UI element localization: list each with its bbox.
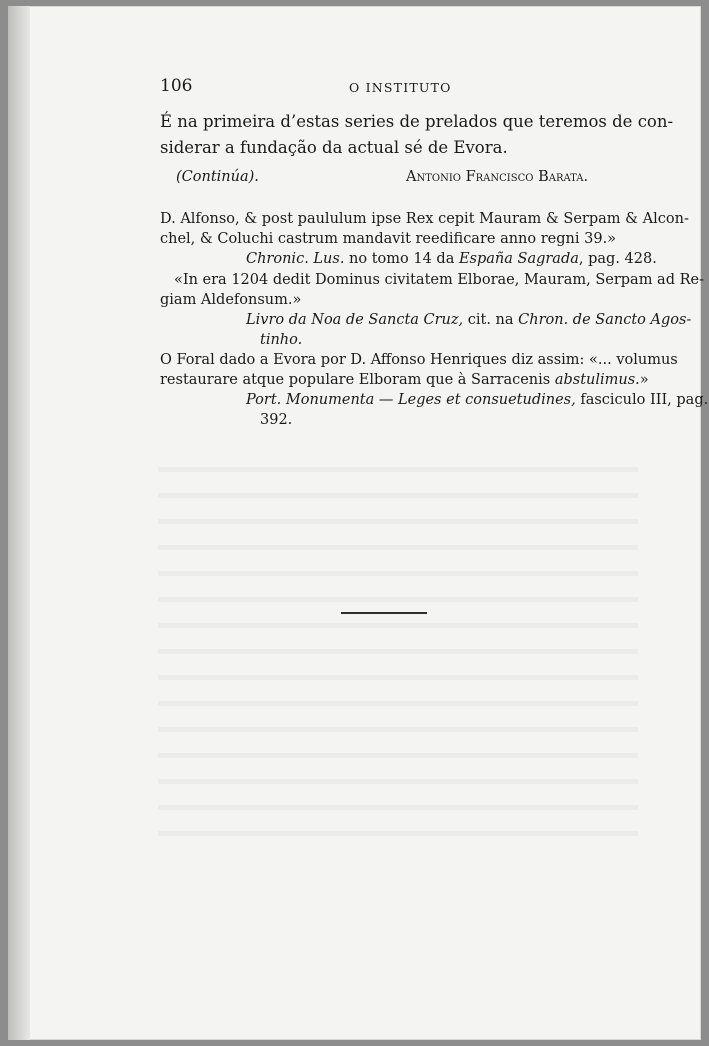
continua-note: (Continúa). <box>176 169 259 185</box>
section-divider <box>341 612 427 614</box>
footnote-line: chel, & Coluchi castrum mandavit reedificare anno regni 39.» <box>160 231 617 247</box>
show-through-texture <box>158 446 638 846</box>
footnote-line: D. Alfonso, & post paululum ipse Rex cepit Mauram & Serpam & Alcon- <box>160 211 689 227</box>
footnote-source: Port. Monumenta — Leges et consuetudines, fasciculo III, pag. <box>246 392 709 408</box>
footnote-source: Chronic. Lus. no tomo 14 da España Sagrada, pag. 428. <box>246 251 657 267</box>
book-gutter <box>8 6 30 1040</box>
footnote-line: «In era 1204 dedit Dominus civitatem Elborae, Mauram, Serpam ad Re- <box>174 272 704 288</box>
footnote-source: Livro da Noa de Sancta Cruz, cit. na Chron. de Sancto Agos- <box>246 312 692 328</box>
footnote-line: giam Aldefonsum.» <box>160 292 302 308</box>
author-signature: Antonio Francisco Barata. <box>406 169 589 185</box>
footnote-source-continuation: tinho. <box>260 332 303 348</box>
footnote-line: restaurare atque populare Elboram que à Sarracenis abstulimus.» <box>160 372 649 388</box>
paragraph-line: siderar a fundação da actual sé de Evora. <box>160 138 508 157</box>
running-title: O INSTITUTO <box>349 80 452 95</box>
footnote-line: O Foral dado a Evora por D. Affonso Henriques diz assim: «... volumus <box>160 352 678 368</box>
footnote-source-continuation: 392. <box>260 412 293 428</box>
page-number: 106 <box>160 76 193 96</box>
paragraph-line: É na primeira d’estas series de prelados que teremos de con- <box>160 112 674 131</box>
book-page <box>8 6 709 1040</box>
